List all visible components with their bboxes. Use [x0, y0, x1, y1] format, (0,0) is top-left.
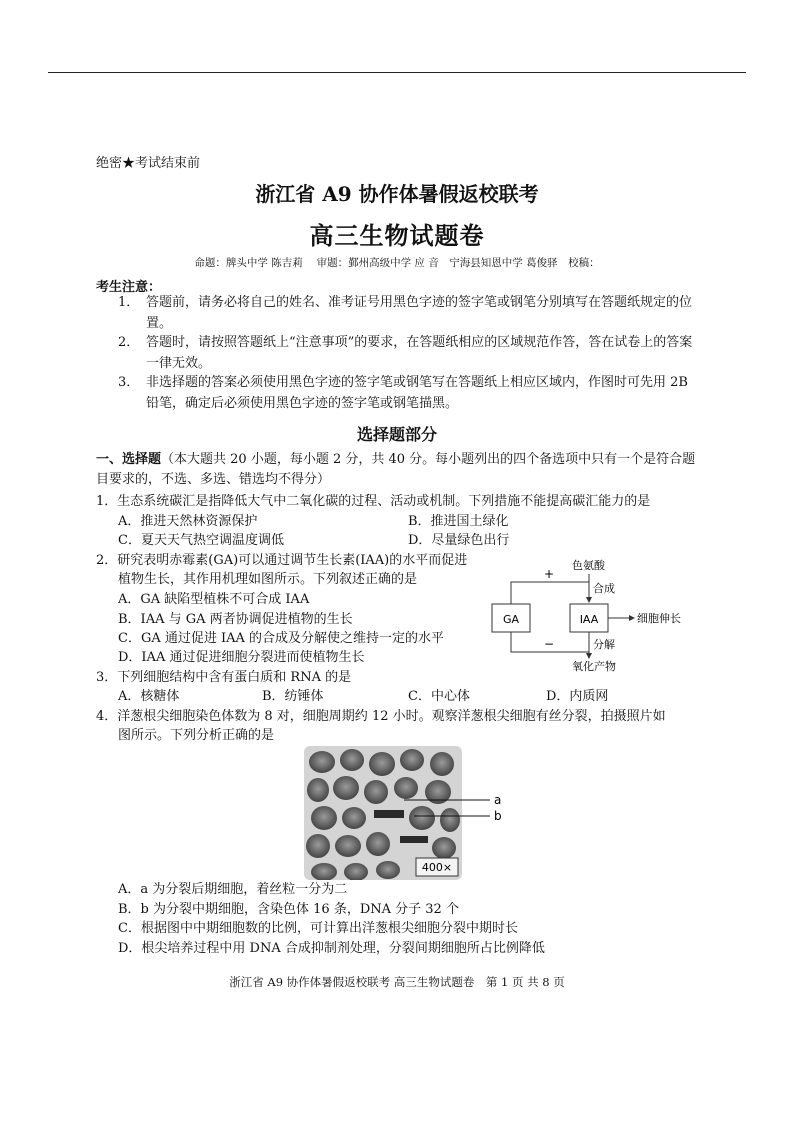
label-b: b — [494, 809, 502, 823]
iaa-label: IAA — [579, 613, 599, 626]
q1-option-d: D．尽量绿色出行 — [408, 533, 510, 548]
page-footer: 浙江省 A9 协作体暑假返校联考 高三生物试题卷 第 1 页 共 8 页 — [229, 975, 565, 989]
minus-sign: − — [544, 637, 555, 651]
precursor-label: 色氨酸 — [572, 559, 605, 572]
question-4-stem-cont: 图所示。下列分析正确的是 — [118, 728, 275, 743]
notice-item — [118, 292, 698, 334]
q1-option-a: A．推进天然林资源保护 — [118, 514, 258, 529]
q2-option-a: A．GA 缺陷型植株不可合成 IAA — [118, 592, 310, 607]
ga-label: GA — [502, 613, 520, 626]
magnification-label: 400× — [421, 861, 453, 874]
q3-option-a: A．核糖体 — [118, 689, 180, 704]
synth-arrowhead — [586, 597, 592, 603]
section-title: 选择题部分 — [356, 425, 437, 444]
notice-item — [118, 332, 698, 374]
q2-option-d: D．IAA 通过促进细胞分裂进而使植物生长 — [118, 650, 365, 665]
notice-num: 2． — [118, 335, 140, 350]
plus-sign: + — [544, 567, 555, 581]
effect-arrowhead — [629, 615, 635, 621]
q4-option-d: D．根尖培养过程中用 DNA 合成抑制剂处理，分裂间期细胞所占比例降低 — [118, 941, 545, 956]
part-label: 一、选择题 — [96, 452, 162, 467]
effect-label: 细胞伸长 — [637, 612, 681, 625]
ga-iaa-diagram — [486, 554, 696, 674]
q3-option-c: C．中心体 — [408, 689, 470, 704]
onion-root-micrograph — [304, 746, 514, 880]
notice-text: 答题时，请按照答题纸上“注意事项”的要求，在答题纸相应的区域规范作答，答在试卷上的答案一律无效。 — [146, 335, 693, 371]
confidential-note: 绝密★考试结束前 — [96, 156, 201, 171]
exam-title: 浙江省 A9 协作体暑假返校联考 — [255, 182, 539, 206]
notice-text: 非选择题的答案必须使用黑色字迹的签字笔或钢笔写在答题纸上相应区域内，作图时可先用 2B 铅笔，确定后必须使用黑色字迹的签字笔或钢笔描黑。 — [146, 375, 688, 411]
q2-option-c: C．GA 通过促进 IAA 的合成及分解使之维持一定的水平 — [118, 631, 445, 646]
question-3-stem: 3．下列细胞结构中含有蛋白质和 RNA 的是 — [96, 670, 352, 685]
q3-option-b: B．纺锤体 — [262, 689, 324, 704]
notice-num: 3． — [118, 375, 140, 390]
q4-option-a: A．a 为分裂后期细胞，着丝粒一分为二 — [118, 882, 348, 897]
authors-line: 命题：牌头中学 陈吉莉 审题：鄞州高级中学 应 音 宁海县知恩中学 葛俊驿 校稿： — [194, 257, 600, 269]
top-rule — [48, 72, 746, 73]
question-2-stem-cont: 植物生长，其作用机理如图所示。下列叙述正确的是 — [118, 572, 418, 587]
q1-option-c: C．夏天天气热空调温度调低 — [118, 533, 284, 548]
exam-subtitle: 高三生物试题卷 — [309, 221, 485, 250]
synth-label: 合成 — [593, 582, 615, 595]
notice-text: 答题前，请务必将自己的姓名、准考证号用黑色字迹的签字笔或钢笔分别填写在答题纸规定的位置。 — [146, 295, 693, 331]
question-2-stem: 2．研究表明赤霉素(GA)可以通过调节生长素(IAA)的水平而促进 — [96, 553, 468, 568]
q3-option-d: D．内质网 — [546, 689, 609, 704]
label-a: a — [494, 793, 502, 807]
notice-item — [118, 372, 698, 414]
part-desc: （本大题共 20 小题，每小题 2 分，共 40 分。每小题列出的四个备选项中只有一个是符合题目要求的，不选、多选、错选均不得分） — [96, 452, 696, 487]
question-4-stem: 4．洋葱根尖细胞染色体数为 8 对，细胞周期约 12 小时。观察洋葱根尖细胞有丝分裂，拍摄照片如 — [96, 709, 666, 724]
decomp-label: 分解 — [593, 638, 615, 651]
q4-option-b: B．b 为分裂中期细胞，含染色体 16 条，DNA 分子 32 个 — [118, 902, 459, 917]
q2-option-b: B．IAA 与 GA 两者协调促进植物的生长 — [118, 612, 353, 627]
notice-heading: 考生注意： — [96, 280, 162, 295]
ga-promote-line — [511, 582, 589, 604]
q4-option-c: C．根据图中中期细胞数的比例，可计算出洋葱根尖细胞分裂中期时长 — [118, 921, 518, 936]
decomp-arrowhead — [586, 653, 592, 659]
q1-option-b: B．推进国土绿化 — [408, 514, 509, 529]
part-heading — [96, 450, 696, 490]
question-1-stem: 1．生态系统碳汇是指降低大气中二氧化碳的过程、活动或机制。下列措施不能提高碳汇能力的是 — [96, 494, 651, 509]
product-label: 氧化产物 — [572, 660, 616, 673]
notice-num: 1． — [118, 295, 140, 310]
